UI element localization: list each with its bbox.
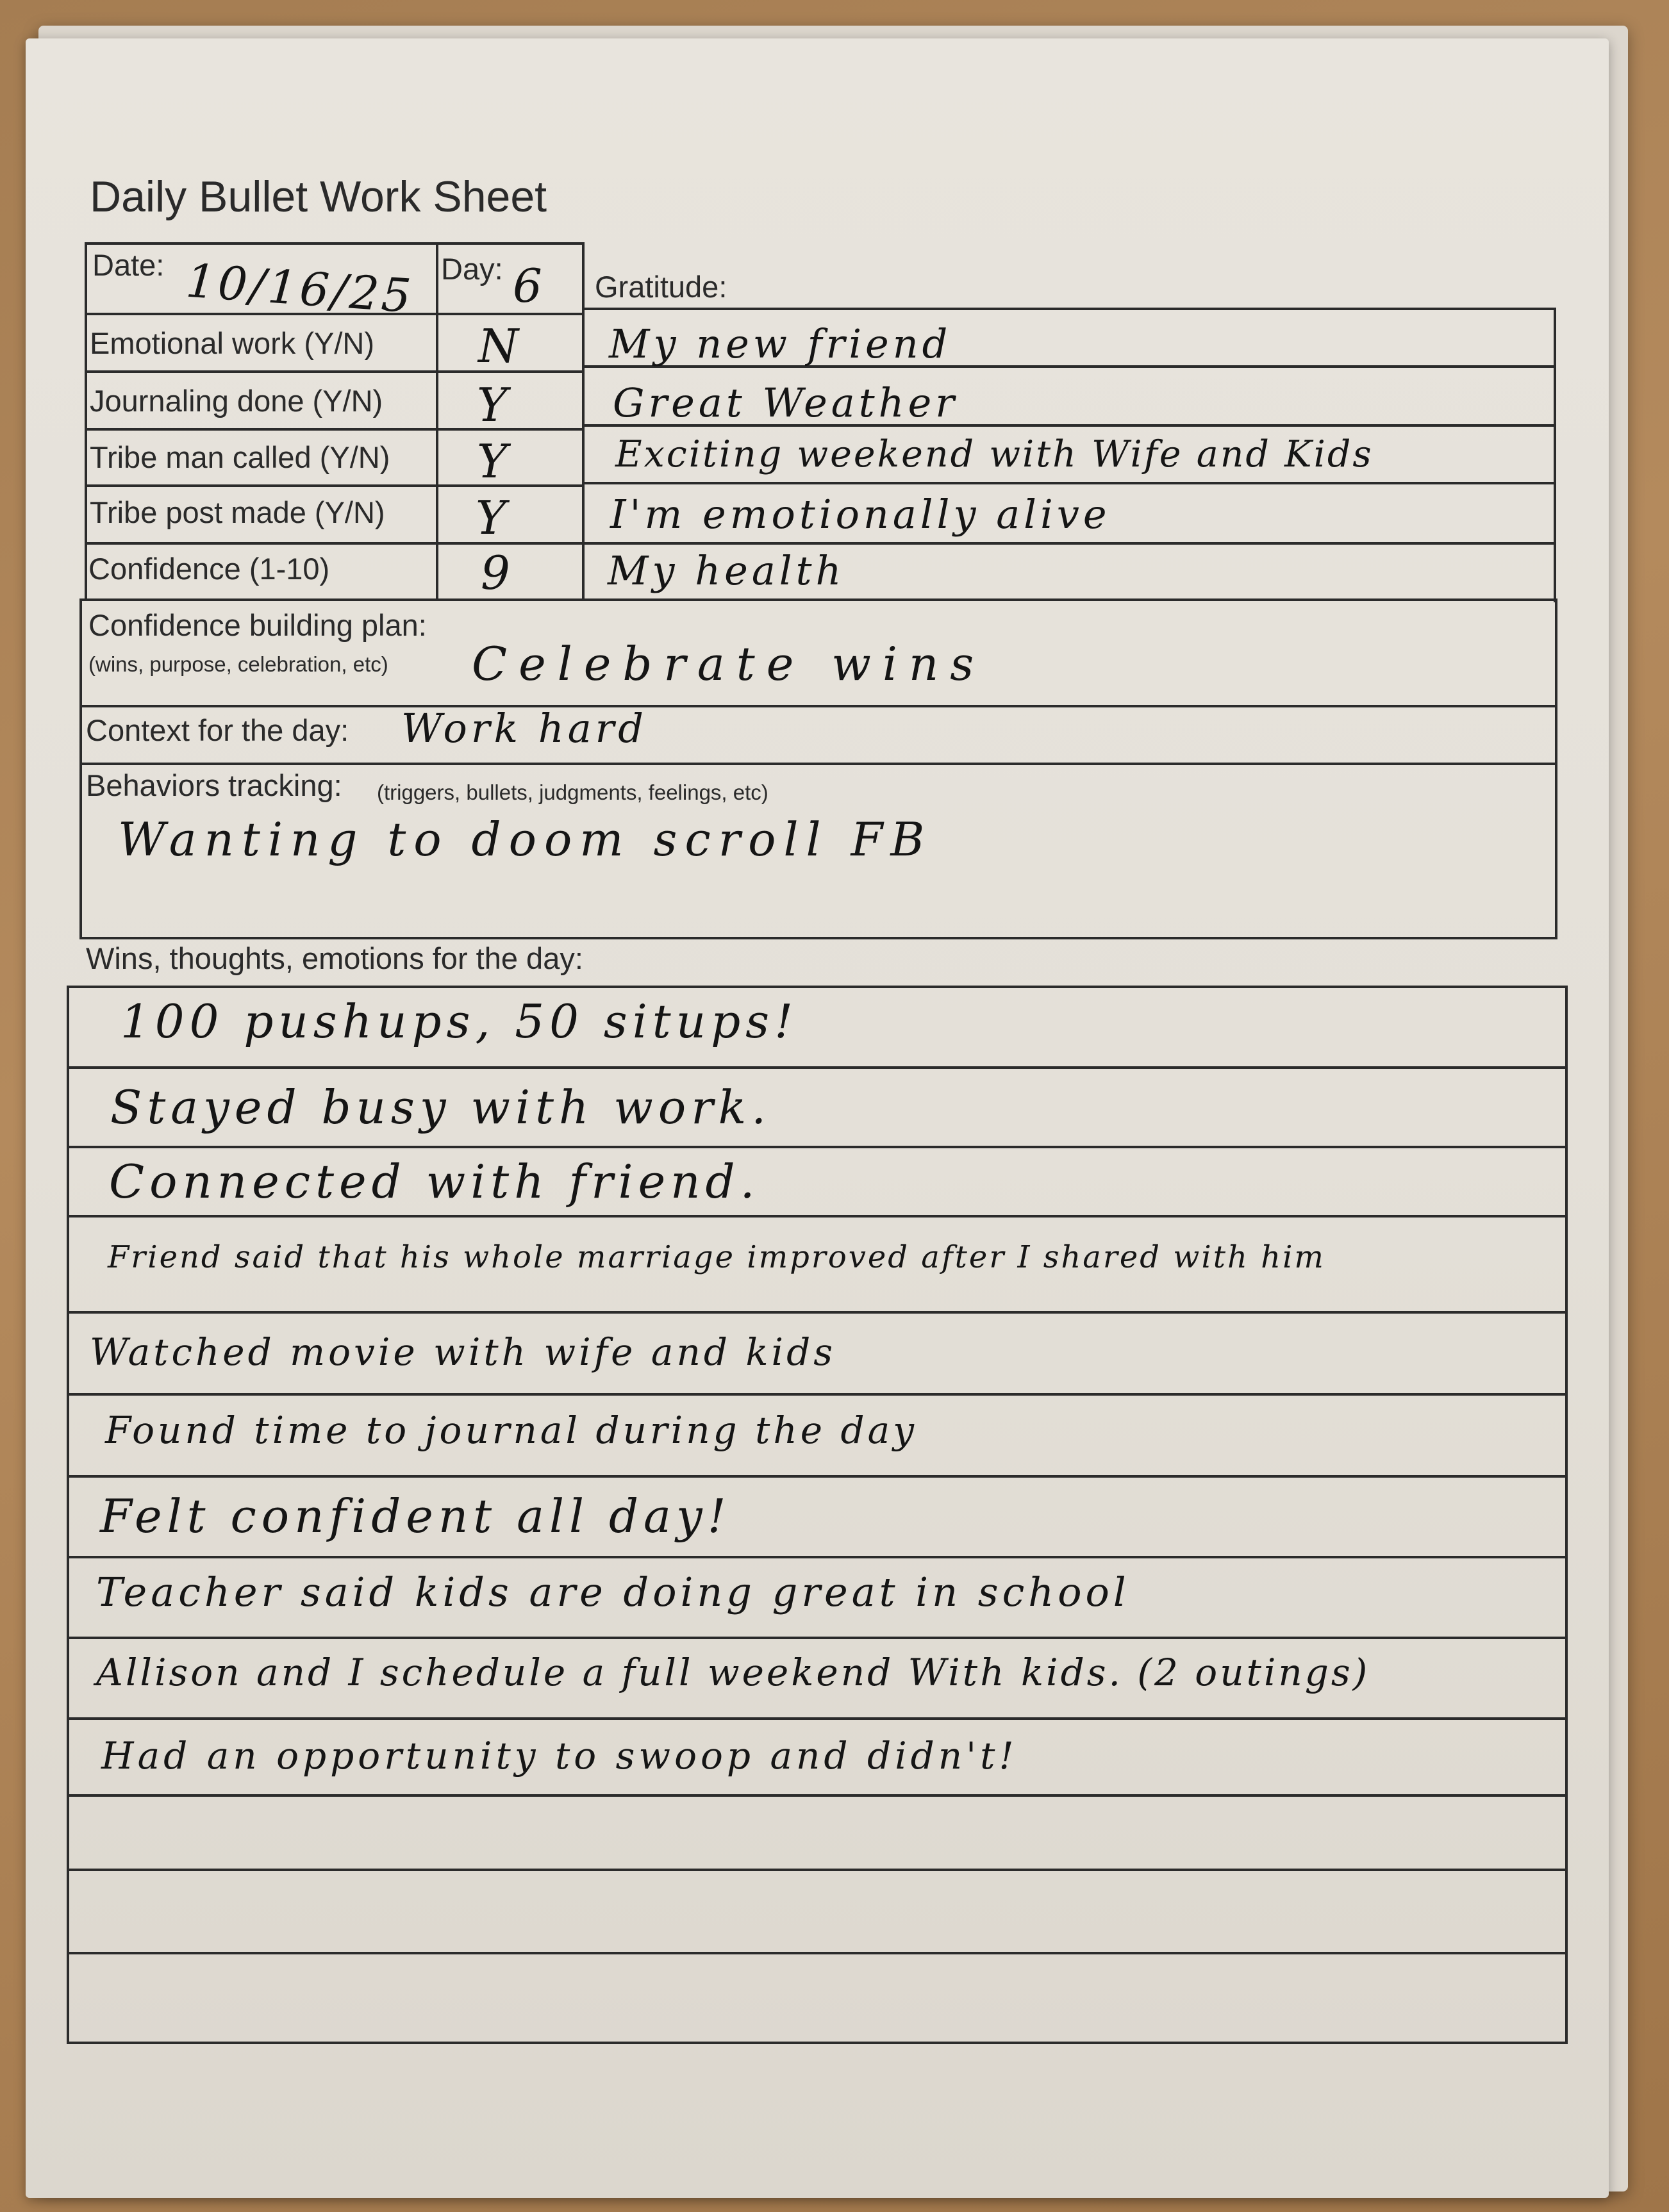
wins-item-6: Found time to journal during the day [105,1408,918,1452]
wins-item-4: Friend said that his whole marriage improved after I shared with him [108,1239,1325,1275]
row-value-confidence: 9 [481,546,513,600]
behaviors-subtitle: (triggers, bullets, judgments, feelings, etc) [377,780,768,804]
context-value: Work hard [401,705,647,752]
row-label-emotional-work: Emotional work (Y/N) [90,326,374,360]
row-label-tribe-called: Tribe man called (Y/N) [90,440,390,474]
context-label: Context for the day: [86,713,349,747]
date-value: 10/16/25 [184,253,415,324]
wins-item-5: Watched movie with wife and kids [90,1330,836,1374]
wins-item-2: Stayed busy with work. [110,1080,772,1134]
wins-item-7: Felt confident all day! [100,1489,731,1543]
row-label-confidence: Confidence (1-10) [88,552,330,586]
row-label-tribe-post: Tribe post made (Y/N) [90,495,385,529]
wins-item-8: Teacher said kids are doing great in school [96,1569,1130,1615]
gratitude-item-4: I'm emotionally alive [610,491,1111,538]
gratitude-item-2: Great Weather [613,379,958,426]
gratitude-label: Gratitude: [595,270,727,304]
date-label: Date: [92,248,165,282]
wins-item-1: 100 pushups, 50 situps! [120,995,799,1048]
wins-item-3: Connected with friend. [109,1155,760,1209]
behaviors-value: Wanting to doom scroll FB [118,813,933,866]
wins-item-10: Had an opportunity to swoop and didn't! [101,1734,1018,1778]
day-label: Day: [441,252,503,286]
gratitude-item-1: My new friend [609,320,952,367]
status-table-divider [436,242,438,601]
confidence-plan-value: Celebrate wins [472,637,986,691]
row-value-emotional-work: N [478,319,521,373]
row-value-journaling: Y [477,378,510,432]
confidence-plan-label: Confidence building plan: [88,608,427,642]
behaviors-label: Behaviors tracking: [86,768,342,802]
wins-label: Wins, thoughts, emotions for the day: [86,941,583,975]
row-value-tribe-called: Y [477,434,510,488]
row-label-journaling: Journaling done (Y/N) [90,384,383,418]
page-title: Daily Bullet Work Sheet [90,172,547,221]
gratitude-item-3: Exciting weekend with Wife and Kids [615,433,1374,475]
row-value-tribe-post: Y [476,491,509,545]
wins-item-9: Allison and I schedule a full weekend With kids. (2 outings) [96,1651,1370,1694]
gratitude-item-5: My health [608,547,845,594]
day-value: 6 [513,259,545,313]
confidence-plan-subtitle: (wins, purpose, celebration, etc) [88,652,388,676]
